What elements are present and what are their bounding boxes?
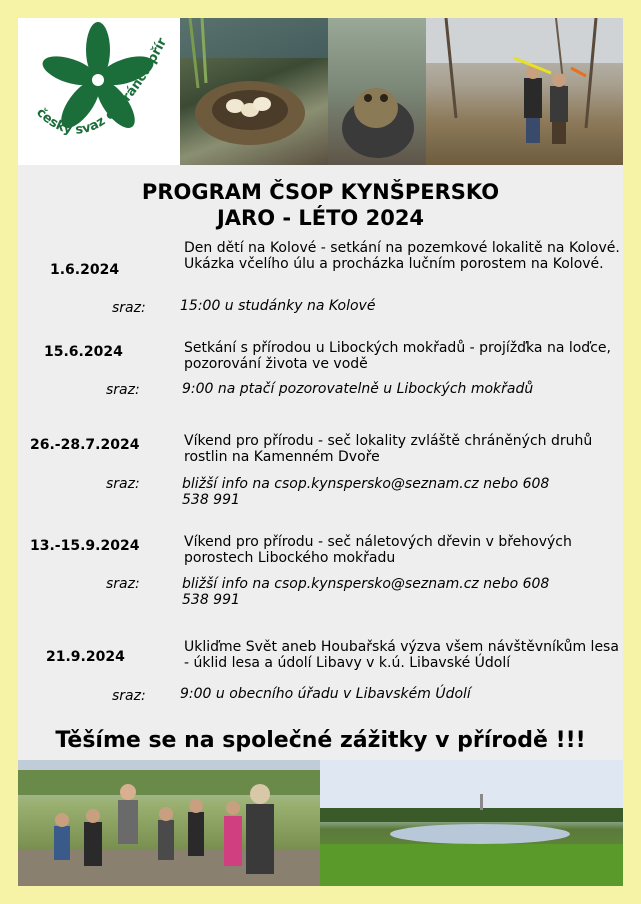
meeting-label: sraz: xyxy=(106,576,140,592)
event-date: 15.6.2024 xyxy=(44,344,123,360)
meeting-place: bližší info na csop.kynspersko@seznam.cz nebo 608 538 991 xyxy=(182,476,550,508)
bird-nest-photo xyxy=(180,18,328,165)
event-description: Den dětí na Kolové - setkání na pozemkové lokalitě na Kolové. Ukázka včelího úlu a procházka lučním porostem na Kolové. xyxy=(184,240,620,272)
meeting-place: 9:00 na ptačí pozorovatelně u Libockých mokřadů xyxy=(182,381,534,397)
event-description: Ukliďme Svět aneb Houbařská výzva všem návštěvníkům lesa - úklid lesa a údolí Libavy v k.ú. Libavské Údolí xyxy=(184,639,619,671)
meeting-label: sraz: xyxy=(112,300,146,316)
meeting-place: 15:00 u studánky na Kolové xyxy=(180,298,376,314)
meeting-label: sraz: xyxy=(106,382,140,398)
closing-message: Těšíme se na společné zážitky v přírodě !!! xyxy=(55,728,586,753)
event-description: Setkání s přírodou u Libockých mokřadů - projížďka na loďce, pozorování života ve vodě xyxy=(184,340,611,372)
people-with-nets-photo xyxy=(426,18,623,165)
csop-logo xyxy=(18,18,180,165)
program-title: PROGRAM ČSOP KYNŠPERSKO xyxy=(141,180,500,204)
wetland-landscape-photo xyxy=(320,760,623,886)
event-date: 26.-28.7.2024 xyxy=(30,437,140,453)
event-description: Víkend pro přírodu - seč náletových dřevin v břehových porostech Libockého mokřadu xyxy=(184,534,572,566)
toad-in-hand-photo xyxy=(328,18,426,165)
meeting-place: 9:00 u obecního úřadu v Libavském Údolí xyxy=(180,686,471,702)
meeting-label: sraz: xyxy=(106,476,140,492)
event-date: 13.-15.9.2024 xyxy=(30,538,140,554)
program-subtitle: JARO - LÉTO 2024 xyxy=(216,206,425,230)
event-date: 21.9.2024 xyxy=(46,649,125,665)
event-date: 1.6.2024 xyxy=(50,262,120,278)
meeting-label: sraz: xyxy=(112,688,146,704)
logo-text: český svaz ochránců přír xyxy=(33,35,171,138)
meeting-place: bližší info na csop.kynspersko@seznam.cz nebo 608 538 991 xyxy=(182,576,550,608)
event-description: Víkend pro přírodu - seč lokality zvláště chráněných druhů rostlin na Kamenném Dvoře xyxy=(184,433,593,465)
green-flower-logo-icon xyxy=(18,18,180,165)
children-outdoors-photo xyxy=(18,760,320,886)
